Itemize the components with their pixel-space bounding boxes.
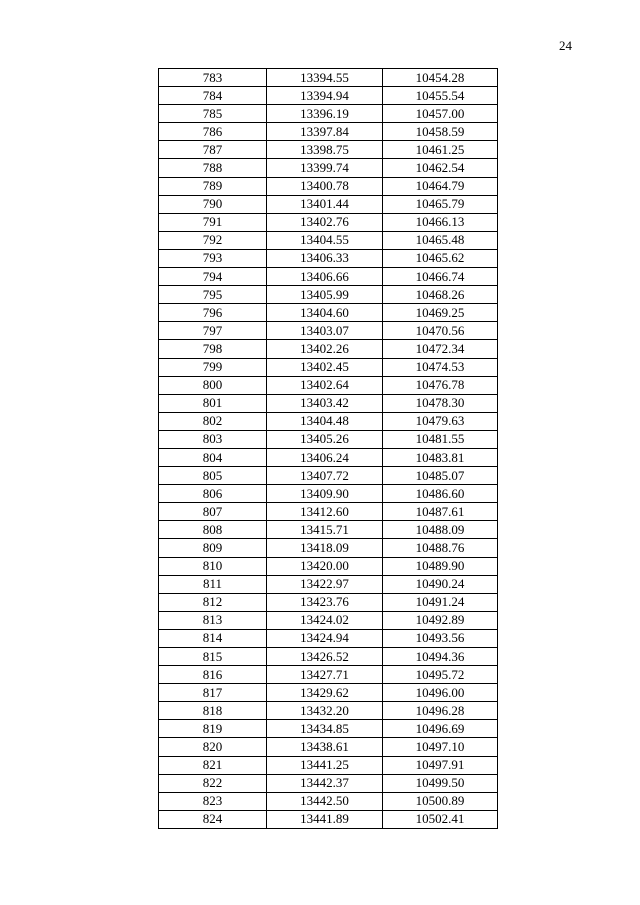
table-row: [159, 87, 498, 105]
table-row: [159, 159, 498, 177]
row-index-cell: 798: [159, 340, 267, 358]
y-value-cell: 10491.24: [383, 593, 498, 611]
x-value-cell: 13429.62: [267, 684, 383, 702]
x-value-cell: 13405.26: [267, 430, 383, 448]
x-value-cell: 13420.00: [267, 557, 383, 575]
x-value-cell: 13406.33: [267, 249, 383, 267]
y-value-cell: 10465.79: [383, 195, 498, 213]
y-value-cell: 10469.25: [383, 304, 498, 322]
table-row: [159, 557, 498, 575]
row-index-cell: 806: [159, 485, 267, 503]
x-value-cell: 13397.84: [267, 123, 383, 141]
table-row: [159, 286, 498, 304]
table-row: [159, 69, 498, 87]
row-index-cell: 797: [159, 322, 267, 340]
x-value-cell: 13403.42: [267, 394, 383, 412]
row-index-cell: 792: [159, 231, 267, 249]
x-value-cell: 13398.75: [267, 141, 383, 159]
x-value-cell: 13424.02: [267, 611, 383, 629]
table-row: [159, 593, 498, 611]
y-value-cell: 10465.48: [383, 231, 498, 249]
y-value-cell: 10499.50: [383, 774, 498, 792]
x-value-cell: 13412.60: [267, 503, 383, 521]
row-index-cell: 824: [159, 810, 267, 828]
y-value-cell: 10455.54: [383, 87, 498, 105]
x-value-cell: 13407.72: [267, 467, 383, 485]
y-value-cell: 10486.60: [383, 485, 498, 503]
table-row: [159, 304, 498, 322]
y-value-cell: 10489.90: [383, 557, 498, 575]
row-index-cell: 787: [159, 141, 267, 159]
table-row: [159, 322, 498, 340]
y-value-cell: 10454.28: [383, 69, 498, 87]
row-index-cell: 786: [159, 123, 267, 141]
x-value-cell: 13441.25: [267, 756, 383, 774]
row-index-cell: 809: [159, 539, 267, 557]
table-row: [159, 503, 498, 521]
y-value-cell: 10462.54: [383, 159, 498, 177]
y-value-cell: 10479.63: [383, 412, 498, 430]
table-row: [159, 231, 498, 249]
y-value-cell: 10466.74: [383, 268, 498, 286]
table-row: [159, 123, 498, 141]
y-value-cell: 10470.56: [383, 322, 498, 340]
x-value-cell: 13399.74: [267, 159, 383, 177]
table-row: [159, 213, 498, 231]
x-value-cell: 13424.94: [267, 629, 383, 647]
y-value-cell: 10496.00: [383, 684, 498, 702]
y-value-cell: 10502.41: [383, 810, 498, 828]
table-row: [159, 467, 498, 485]
x-value-cell: 13402.45: [267, 358, 383, 376]
x-value-cell: 13394.94: [267, 87, 383, 105]
row-index-cell: 794: [159, 268, 267, 286]
y-value-cell: 10487.61: [383, 503, 498, 521]
table-row: [159, 702, 498, 720]
row-index-cell: 808: [159, 521, 267, 539]
table-row: [159, 448, 498, 466]
table-row: [159, 774, 498, 792]
y-value-cell: 10461.25: [383, 141, 498, 159]
row-index-cell: 788: [159, 159, 267, 177]
y-value-cell: 10488.09: [383, 521, 498, 539]
table-body: [159, 69, 498, 829]
y-value-cell: 10485.07: [383, 467, 498, 485]
data-table: [158, 68, 498, 829]
x-value-cell: 13434.85: [267, 720, 383, 738]
row-index-cell: 812: [159, 593, 267, 611]
x-value-cell: 13402.64: [267, 376, 383, 394]
y-value-cell: 10472.34: [383, 340, 498, 358]
table-row: [159, 756, 498, 774]
y-value-cell: 10495.72: [383, 666, 498, 684]
row-index-cell: 811: [159, 575, 267, 593]
row-index-cell: 789: [159, 177, 267, 195]
row-index-cell: 802: [159, 412, 267, 430]
row-index-cell: 819: [159, 720, 267, 738]
x-value-cell: 13418.09: [267, 539, 383, 557]
table-row: [159, 648, 498, 666]
row-index-cell: 813: [159, 611, 267, 629]
table-row: [159, 720, 498, 738]
row-index-cell: 801: [159, 394, 267, 412]
x-value-cell: 13402.26: [267, 340, 383, 358]
y-value-cell: 10481.55: [383, 430, 498, 448]
table-row: [159, 810, 498, 828]
x-value-cell: 13442.37: [267, 774, 383, 792]
row-index-cell: 822: [159, 774, 267, 792]
table-row: [159, 792, 498, 810]
y-value-cell: 10458.59: [383, 123, 498, 141]
row-index-cell: 815: [159, 648, 267, 666]
table-row: [159, 376, 498, 394]
table-row: [159, 666, 498, 684]
table-row: [159, 521, 498, 539]
y-value-cell: 10492.89: [383, 611, 498, 629]
table-row: [159, 141, 498, 159]
row-index-cell: 795: [159, 286, 267, 304]
page-number: 24: [559, 38, 572, 53]
row-index-cell: 816: [159, 666, 267, 684]
row-index-cell: 790: [159, 195, 267, 213]
row-index-cell: 807: [159, 503, 267, 521]
row-index-cell: 799: [159, 358, 267, 376]
row-index-cell: 817: [159, 684, 267, 702]
y-value-cell: 10465.62: [383, 249, 498, 267]
y-value-cell: 10497.10: [383, 738, 498, 756]
row-index-cell: 785: [159, 105, 267, 123]
row-index-cell: 791: [159, 213, 267, 231]
row-index-cell: 796: [159, 304, 267, 322]
x-value-cell: 13415.71: [267, 521, 383, 539]
y-value-cell: 10496.69: [383, 720, 498, 738]
table-row: [159, 340, 498, 358]
x-value-cell: 13405.99: [267, 286, 383, 304]
x-value-cell: 13400.78: [267, 177, 383, 195]
y-value-cell: 10500.89: [383, 792, 498, 810]
x-value-cell: 13442.50: [267, 792, 383, 810]
table-row: [159, 430, 498, 448]
x-value-cell: 13394.55: [267, 69, 383, 87]
y-value-cell: 10466.13: [383, 213, 498, 231]
table-row: [159, 738, 498, 756]
table-row: [159, 629, 498, 647]
row-index-cell: 823: [159, 792, 267, 810]
row-index-cell: 800: [159, 376, 267, 394]
x-value-cell: 13432.20: [267, 702, 383, 720]
row-index-cell: 810: [159, 557, 267, 575]
row-index-cell: 803: [159, 430, 267, 448]
y-value-cell: 10457.00: [383, 105, 498, 123]
table-row: [159, 684, 498, 702]
table-row: [159, 268, 498, 286]
x-value-cell: 13438.61: [267, 738, 383, 756]
x-value-cell: 13423.76: [267, 593, 383, 611]
row-index-cell: 821: [159, 756, 267, 774]
row-index-cell: 783: [159, 69, 267, 87]
table-row: [159, 539, 498, 557]
table-row: [159, 105, 498, 123]
y-value-cell: 10476.78: [383, 376, 498, 394]
x-value-cell: 13403.07: [267, 322, 383, 340]
table-row: [159, 195, 498, 213]
x-value-cell: 13404.55: [267, 231, 383, 249]
y-value-cell: 10488.76: [383, 539, 498, 557]
table-row: [159, 485, 498, 503]
y-value-cell: 10494.36: [383, 648, 498, 666]
x-value-cell: 13426.52: [267, 648, 383, 666]
y-value-cell: 10468.26: [383, 286, 498, 304]
row-index-cell: 805: [159, 467, 267, 485]
table-row: [159, 412, 498, 430]
x-value-cell: 13441.89: [267, 810, 383, 828]
row-index-cell: 814: [159, 629, 267, 647]
row-index-cell: 804: [159, 448, 267, 466]
row-index-cell: 818: [159, 702, 267, 720]
x-value-cell: 13396.19: [267, 105, 383, 123]
row-index-cell: 784: [159, 87, 267, 105]
y-value-cell: 10464.79: [383, 177, 498, 195]
row-index-cell: 820: [159, 738, 267, 756]
table-row: [159, 249, 498, 267]
x-value-cell: 13404.60: [267, 304, 383, 322]
y-value-cell: 10496.28: [383, 702, 498, 720]
x-value-cell: 13406.24: [267, 448, 383, 466]
y-value-cell: 10490.24: [383, 575, 498, 593]
x-value-cell: 13422.97: [267, 575, 383, 593]
table-row: [159, 177, 498, 195]
x-value-cell: 13427.71: [267, 666, 383, 684]
x-value-cell: 13409.90: [267, 485, 383, 503]
x-value-cell: 13402.76: [267, 213, 383, 231]
y-value-cell: 10478.30: [383, 394, 498, 412]
y-value-cell: 10474.53: [383, 358, 498, 376]
y-value-cell: 10497.91: [383, 756, 498, 774]
x-value-cell: 13406.66: [267, 268, 383, 286]
x-value-cell: 13401.44: [267, 195, 383, 213]
table-row: [159, 575, 498, 593]
table-row: [159, 394, 498, 412]
table-row: [159, 611, 498, 629]
row-index-cell: 793: [159, 249, 267, 267]
table-row: [159, 358, 498, 376]
y-value-cell: 10483.81: [383, 448, 498, 466]
y-value-cell: 10493.56: [383, 629, 498, 647]
x-value-cell: 13404.48: [267, 412, 383, 430]
